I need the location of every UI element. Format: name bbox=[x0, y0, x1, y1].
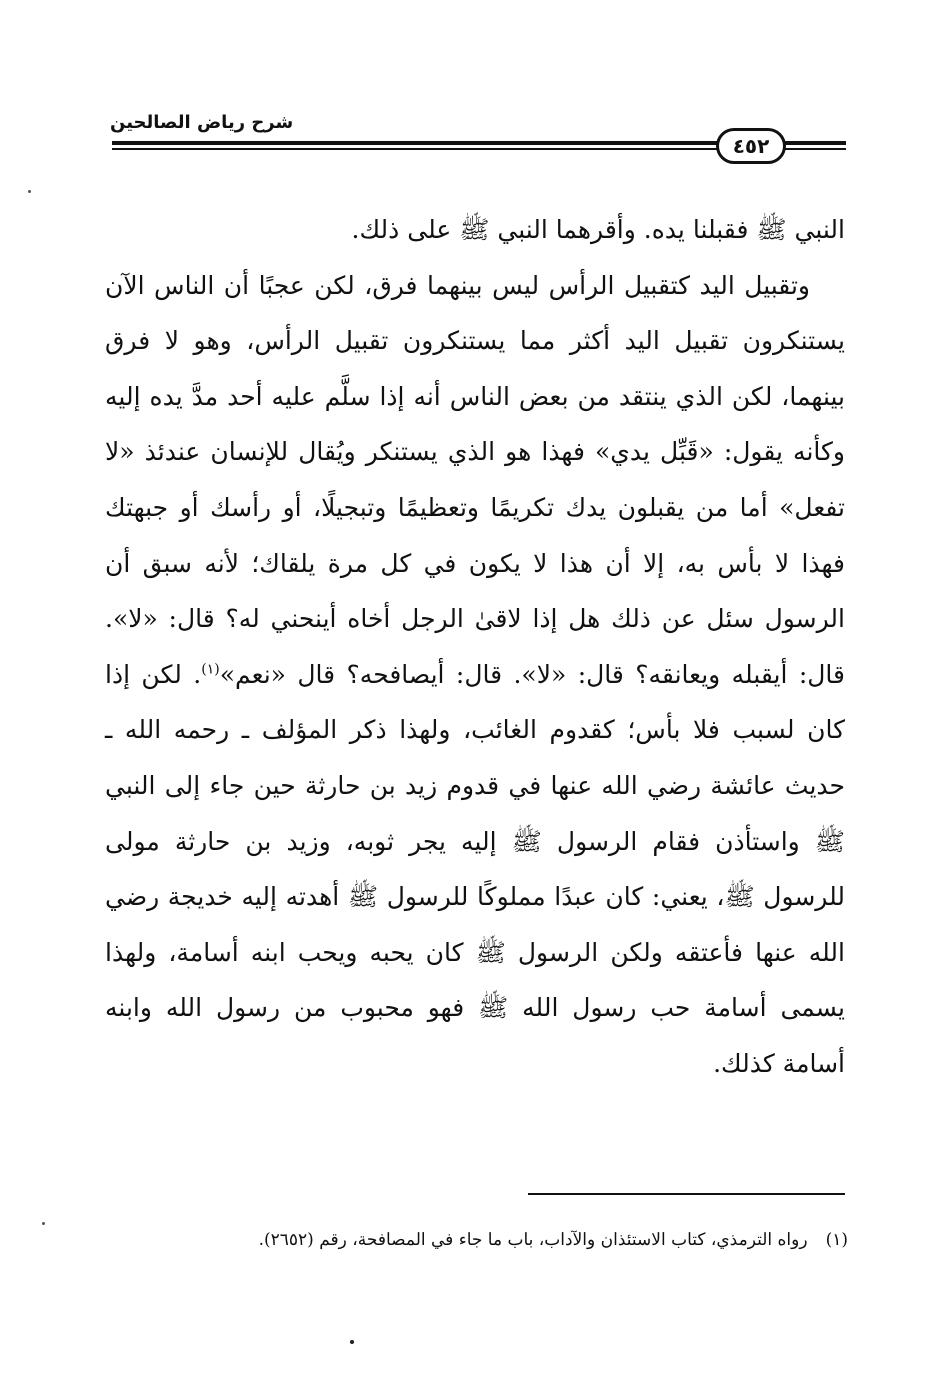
footnote-text: رواه الترمذي، كتاب الاستئذان والآداب، باب ما جاء في المصافحة، رقم (٢٦٥٢). bbox=[258, 1230, 808, 1250]
paragraph-1: النبي ﷺ فقبلنا يده. وأقرهما النبي ﷺ على ذلك. bbox=[351, 215, 845, 244]
scan-speck bbox=[28, 190, 31, 193]
running-header-title: شرح رياض الصالحين bbox=[110, 112, 294, 133]
paragraph-2 bbox=[105, 258, 845, 1092]
footnote bbox=[110, 1230, 848, 1250]
paragraph-2-part-1: وتقبيل اليد كتقبيل الرأس ليس بينهما فرق، لكن عجبًا أن الناس الآن يستنكرون تقبيل اليد أكثر مما يستنكرون تقبيل الرأس، وهو لا فرق بينهما، لكن الذي ينتقد من بعض الناس أنه إذا سلَّم عليه أحد مدَّ يده إليه وكأنه يقول: «قَبِّل يدي» فهذا هو الذي يستنكر ويُقال للإنسان عندئذ «لا تفعل» أما من يقبلون يدك تكريمًا وتعظيمًا وتبجيلًا، أو رأسك أو جبهتك فهذا لا بأس به، إلا أن هذا لا يكون في كل مرة يلقاك؛ لأنه سبق أن الرسول سئل عن ذلك هل إذا لاقىٰ الرجل أخاه أينحني له؟ قال: «لا». قال: أيقبله ويعانقه؟ قال: «لا». قال: أيصافحه؟ قال «نعم» bbox=[105, 270, 845, 689]
page-mark bbox=[350, 1340, 354, 1344]
paragraph-2-part-2: . لكن إذا كان لسبب فلا بأس؛ كقدوم الغائب، ولهذا ذكر المؤلف ـ رحمه الله ـ حديث عائشة رضي الله عنها في قدوم زيد بن حارثة حين جاء إلى النبي ﷺ واستأذن فقام الرسول ﷺ إليه يجر ثوبه، وزيد بن حارثة مولى للرسول ﷺ، يعني: كان عبدًا مملوكًا للرسول ﷺ أهدته إليه خديجة رضي الله عنها فأعتقه ولكن الرسول ﷺ كان يحبه ويحب ابنه أسامة، ولهذا يسمى أسامة حب رسول الله ﷺ فهو محبوب من رسول الله وابنه أسامة كذلك. bbox=[105, 659, 845, 1078]
footnote-reference[interactable]: (١) bbox=[201, 661, 220, 678]
footnote-separator bbox=[528, 1193, 845, 1195]
scan-speck bbox=[42, 1222, 45, 1225]
body-text bbox=[105, 202, 845, 1092]
page-number: ٤٥٢ bbox=[716, 128, 786, 164]
footnote-number: (١) bbox=[825, 1230, 848, 1250]
